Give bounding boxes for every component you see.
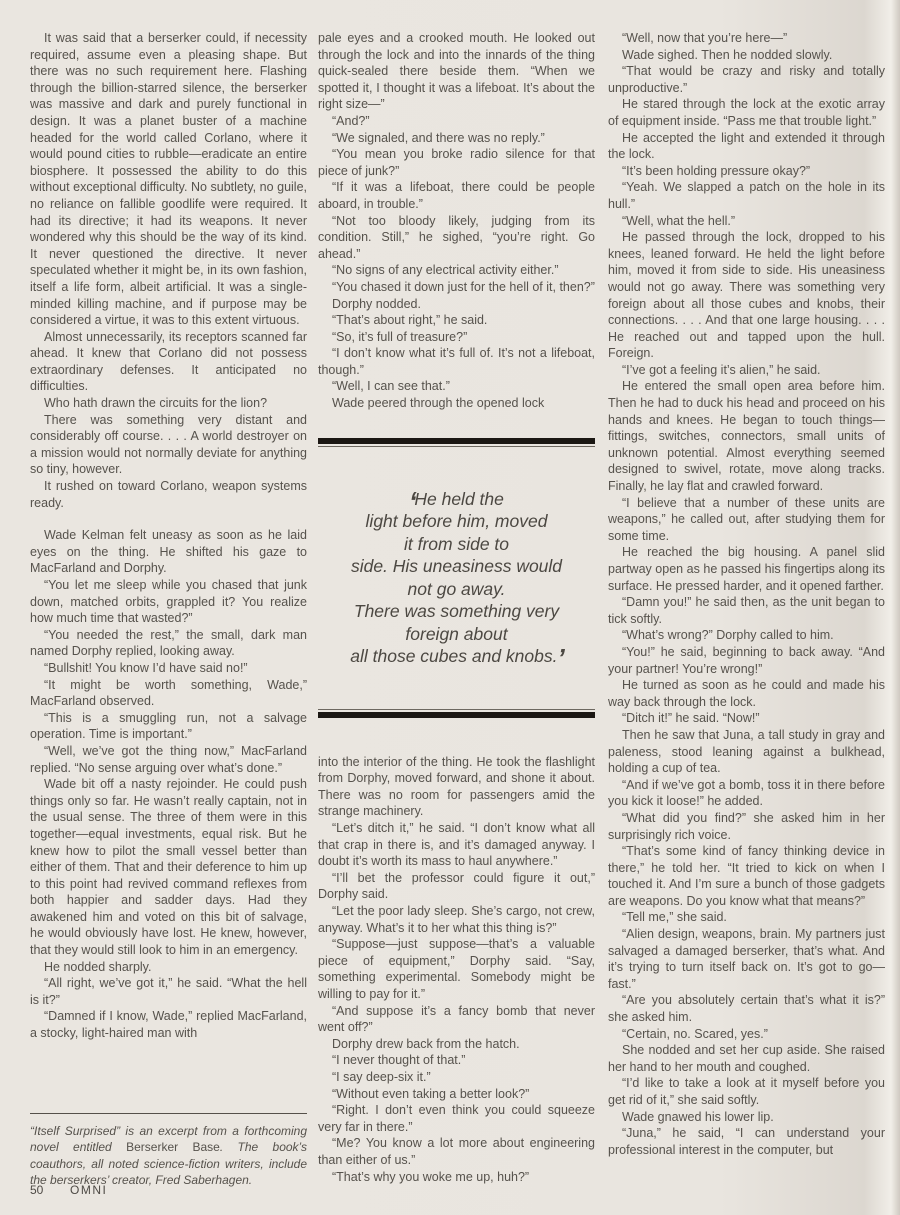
pullquote bbox=[318, 447, 595, 709]
story-paragraph: It rushed on toward Corlano, weapon systems ready. bbox=[30, 479, 307, 510]
story-paragraph: Dorphy drew back from the hatch. bbox=[332, 1036, 520, 1051]
close-quote-mark: ’ bbox=[557, 643, 563, 674]
story-paragraph: “If it was a lifeboat, there could be people aboard, in trouble.” bbox=[318, 180, 595, 211]
story-paragraph: “Well, I can see that.” bbox=[332, 379, 450, 394]
story-paragraph: “All right, we’ve got it,” he said. “What the hell is it?” bbox=[30, 976, 307, 1007]
pullquote-line bbox=[318, 643, 595, 674]
story-paragraph: “I don’t know what it’s full of. It’s not a lifeboat, though.” bbox=[318, 346, 595, 377]
page-footer bbox=[30, 1183, 107, 1197]
pullquote-text: light before him, moved bbox=[365, 511, 548, 532]
story-paragraph: “Right. I don’t even think you could squeeze very far in there.” bbox=[318, 1103, 595, 1134]
story-paragraph: “This is a smuggling run, not a salvage operation. Time is important.” bbox=[30, 710, 307, 742]
column-2-bottom-text bbox=[318, 754, 595, 1185]
story-paragraph: “Ditch it!” he said. “Now!” bbox=[622, 711, 760, 726]
story-paragraph: “Let the poor lady sleep. She’s cargo, not crew, anyway. What’s it to her what this thing is?” bbox=[318, 904, 595, 935]
story-paragraph: “I’ve got a feeling it’s alien,” he said. bbox=[622, 362, 821, 377]
footnote-text-lead: “Itself Surprised” is an excerpt from a forthcoming novel entitled bbox=[30, 1124, 307, 1155]
magazine-name: OMNI bbox=[70, 1183, 108, 1197]
story-paragraph: “So, it’s full of treasure?” bbox=[332, 329, 468, 344]
pullquote-text: foreign about bbox=[405, 623, 508, 644]
pullquote-text: not go away. bbox=[407, 578, 506, 599]
story-paragraph: “You let me sleep while you chased that junk down, matched orbits, grappled it? You realize how much time that wasted?” bbox=[30, 578, 307, 626]
story-paragraph: pale eyes and a crooked mouth. He looked out through the lock and into the innards of the thing quick-sealed there beside them. “When we spotted it, I thought it was a lifeboat. It’s about the right size—” bbox=[318, 31, 595, 112]
story-paragraph: Who hath drawn the circuits for the lion? bbox=[44, 396, 268, 411]
story-paragraph: “That’s about right,” he said. bbox=[332, 313, 488, 328]
footnote-text-tail: . The book’s coauthors, all noted science-fiction writers, include the berserkers’ creator, Fred Saberhagen. bbox=[30, 1140, 307, 1187]
story-paragraph: “Me? You know a lot more about engineering than either of us.” bbox=[318, 1136, 595, 1167]
story-paragraph: into the interior of the thing. He took the flashlight from Dorphy, moved forward, and shone it about. There was no room for passengers amid the strange machinery. bbox=[318, 754, 595, 819]
story-paragraph: He reached the big housing. A panel slid partway open as he passed his fingertips along its surface. He pressed harder, and it opened farther. bbox=[608, 545, 885, 593]
story-paragraph: “Certain, no. Scared, yes.” bbox=[622, 1026, 768, 1041]
story-paragraph: “It’s been holding pressure okay?” bbox=[622, 163, 811, 178]
pullquote-line bbox=[318, 485, 595, 516]
story-paragraph: “Are you absolutely certain that’s what it is?” she asked him. bbox=[608, 993, 885, 1025]
story-paragraph: “You needed the rest,” the small, dark man named Dorphy replied, looking away. bbox=[30, 627, 307, 659]
pullquote-text: side. His uneasiness would bbox=[350, 556, 563, 577]
story-paragraph: He stared through the lock at the exotic array of equipment inside. “Pass me that trouble light.” bbox=[608, 97, 885, 128]
story-paragraph: “You chased it down just for the hell of it, then?” bbox=[332, 279, 595, 294]
story-paragraph: Wade bit off a nasty rejoinder. He could push things only so far. He wasn’t really captain, not in the usual sense. The three of them were in this together—equal investments, equal risk. But he knew how to pilot the small vessel better than either of them. That and their deference to him up to this point had revived command reflexes from both happier and sadder days. Had they awakened him and voted on this bit of salvage, he would obviously have lost. He knew, however, that they would still look to him in an emergency. bbox=[30, 777, 307, 958]
story-paragraph: “No signs of any electrical activity either.” bbox=[332, 263, 559, 278]
story-paragraph: “Let’s ditch it,” he said. “I don’t know what all that crap in there is, and it’s damaged anyway. I doubt it’s worth its mass to haul anywhere.” bbox=[318, 821, 595, 869]
open-quote-mark: ‘ bbox=[409, 485, 415, 516]
story-paragraph: “I’d like to take a look at it myself before you get rid of it,” she said softly. bbox=[608, 1076, 885, 1107]
column-3-text bbox=[608, 30, 885, 1158]
story-paragraph: “Tell me,” she said. bbox=[622, 910, 727, 925]
pullquote-line bbox=[318, 555, 595, 578]
story-paragraph: “I say deep-six it.” bbox=[332, 1069, 431, 1084]
column-2 bbox=[318, 30, 595, 1188]
story-paragraph: He passed through the lock, dropped to his knees, leaned forward. He held the light before him, moved it from side to side. His uneasiness would not go away. There was something very foreign about all those cubes and knobs, their connections. . . . And that one large housing. . . . He reached out and tapped upon the hull. Foreign. bbox=[608, 230, 885, 361]
pullquote-line bbox=[318, 578, 595, 601]
thick-rule bbox=[318, 712, 595, 718]
pullquote-top-rule bbox=[318, 438, 595, 447]
pullquote-bottom-rule bbox=[318, 709, 595, 718]
story-paragraph: He turned as soon as he could and made his way back through the lock. bbox=[608, 678, 885, 709]
story-paragraph: Wade sighed. Then he nodded slowly. bbox=[622, 47, 833, 62]
story-paragraph: “Damn you!” he said then, as the unit began to tick softly. bbox=[608, 595, 885, 626]
pullquote-line bbox=[318, 533, 595, 556]
story-paragraph: “What’s wrong?” Dorphy called to him. bbox=[622, 628, 834, 643]
pullquote-text: it from side to bbox=[403, 533, 510, 554]
story-paragraph: He entered the small open area before him. Then he had to duck his head and proceed on his hands and knees. He began to touch things—fittings, switches, connectors, small units of unknown potential. Almost everything seemed designed to swivel, rotate, move along tracks. Finally, he lay flat and crawled forward. bbox=[608, 379, 885, 494]
story-paragraph: “Well, we’ve got the thing now,” MacFarland replied. “No sense arguing over what’s done.” bbox=[30, 743, 307, 775]
story-paragraph: Wade gnawed his lower lip. bbox=[622, 1109, 774, 1124]
story-paragraph: “And?” bbox=[332, 113, 370, 128]
story-paragraph: “Yeah. We slapped a patch on the hole in its hull.” bbox=[608, 180, 885, 211]
story-paragraph: “You mean you broke radio silence for that piece of junk?” bbox=[318, 147, 595, 178]
story-paragraph: She nodded and set her cup aside. She raised her hand to her mouth and coughed. bbox=[608, 1043, 885, 1074]
story-paragraph: “Without even taking a better look?” bbox=[332, 1086, 530, 1101]
story-paragraph: “I never thought of that.” bbox=[332, 1053, 466, 1068]
story-paragraph: “I believe that a number of these units are weapons,” he called out, after studying them for some time. bbox=[608, 495, 885, 543]
story-paragraph: “It might be worth something, Wade,” MacFarland observed. bbox=[30, 677, 307, 709]
story-paragraph: “You!” he said, beginning to back away. “And your partner! You’re wrong!” bbox=[608, 644, 885, 676]
pullquote-line bbox=[318, 600, 595, 623]
page-number: 50 bbox=[30, 1183, 44, 1197]
footnote bbox=[30, 1113, 307, 1188]
story-paragraph: “Damned if I know, Wade,” replied MacFarland, a stocky, light-haired man with bbox=[30, 1009, 307, 1041]
story-paragraph: “Not too bloody likely, judging from its condition. Still,” he sighed, “you’re right. Go ahead.” bbox=[318, 213, 595, 261]
pullquote-text: all those cubes and knobs. bbox=[350, 646, 558, 667]
story-paragraph: Then he saw that Juna, a tall study in gray and paleness, stood leaning against a bulkhead, holding a cup of tea. bbox=[608, 727, 885, 776]
story-paragraph: He nodded sharply. bbox=[44, 959, 152, 974]
story-paragraph: “And if we’ve got a bomb, toss it in there before you kick it loose!” he added. bbox=[608, 777, 885, 809]
story-paragraph: “Suppose—just suppose—that’s a valuable piece of equipment,” Dorphy said. “Say, something experimental. Somebody might be willing to pay for it.” bbox=[318, 937, 595, 1001]
story-paragraph: It was said that a berserker could, if necessity required, assume even a pleasing shape. But there was no such requirement here. Flashing through the billion-starred silence, the berserker was massive and dark and purely functional in design. It was a planet buster of a machine headed for the world called Corlano, where it would pound cities to rubble—eradicate an entire biosphere. It possessed the ability to do this without exceptional difficulty. No subtlety, no guile, no reliance on fallible goodlife were required. It had its directive; it had its weapons. It never wondered why this should be the way of its kind. It never questioned the directive. It never speculated whether it might be, in its own fashion, itself a life form, albeit artificial. It was a single-minded killing machine, and if purpose may be considered a virtue, it was to this extent virtuous. bbox=[30, 31, 307, 328]
story-paragraph: “Well, now that you’re here—” bbox=[622, 31, 788, 45]
story-paragraph: Almost unnecessarily, its receptors scanned far ahead. It knew that Corlano did not possess extraordinary defenses. It anticipated no difficulties. bbox=[30, 329, 307, 394]
pullquote-text: There was something very bbox=[353, 601, 560, 622]
column-3 bbox=[608, 30, 885, 1188]
story-paragraph: “We signaled, and there was no reply.” bbox=[332, 130, 545, 145]
footnote-book-title: Berserker Base bbox=[126, 1140, 220, 1155]
story-paragraph: He accepted the light and extended it through the lock. bbox=[608, 130, 885, 162]
story-paragraph: Dorphy nodded. bbox=[332, 296, 421, 311]
story-paragraph: “That’s some kind of fancy thinking device in there,” he told her. “It tried to kick on when I touched it. And I’m sure a bunch of those gadgets are weapons. Do you know what that means?” bbox=[608, 844, 885, 908]
pullquote-line bbox=[318, 510, 595, 533]
story-paragraph: “I’ll bet the professor could figure it out,” Dorphy said. bbox=[318, 870, 595, 902]
story-paragraph: “That would be crazy and risky and totally unproductive.” bbox=[608, 64, 885, 95]
story-paragraph: There was something very distant and considerably off course. . . . A world destroyer on a mission would not normally deviate for anything so tiny, however. bbox=[30, 412, 307, 477]
story-paragraph: “That’s why you woke me up, huh?” bbox=[332, 1169, 530, 1184]
story-paragraph: Wade Kelman felt uneasy as soon as he laid eyes on the thing. He shifted his gaze to MacFarland and Dorphy. bbox=[30, 528, 307, 576]
story-paragraph: “Well, what the hell.” bbox=[622, 213, 736, 228]
column-1 bbox=[30, 30, 307, 1188]
story-paragraph: “Bullshit! You know I’d have said no!” bbox=[44, 660, 248, 675]
pullquote-text: He held the bbox=[414, 488, 504, 509]
thick-rule bbox=[318, 438, 595, 444]
story-paragraph: “What did you find?” she asked him in her surprisingly rich voice. bbox=[608, 810, 885, 842]
column-1-text bbox=[30, 30, 307, 1042]
thin-rule bbox=[318, 709, 595, 710]
pullquote-line bbox=[318, 623, 595, 646]
column-2-top-text bbox=[318, 30, 595, 412]
story-paragraph: “Juna,” he said, “I can understand your professional interest in the computer, but bbox=[608, 1126, 885, 1157]
story-paragraph: “Alien design, weapons, brain. My partners just salvaged a damaged berserker, that’s what. And it’s trying to turn itself back on. It’s got to go—fast.” bbox=[608, 927, 885, 991]
story-paragraph: “And suppose it’s a fancy bomb that never went off?” bbox=[318, 1003, 595, 1035]
story-paragraph: Wade peered through the opened lock bbox=[332, 396, 545, 411]
